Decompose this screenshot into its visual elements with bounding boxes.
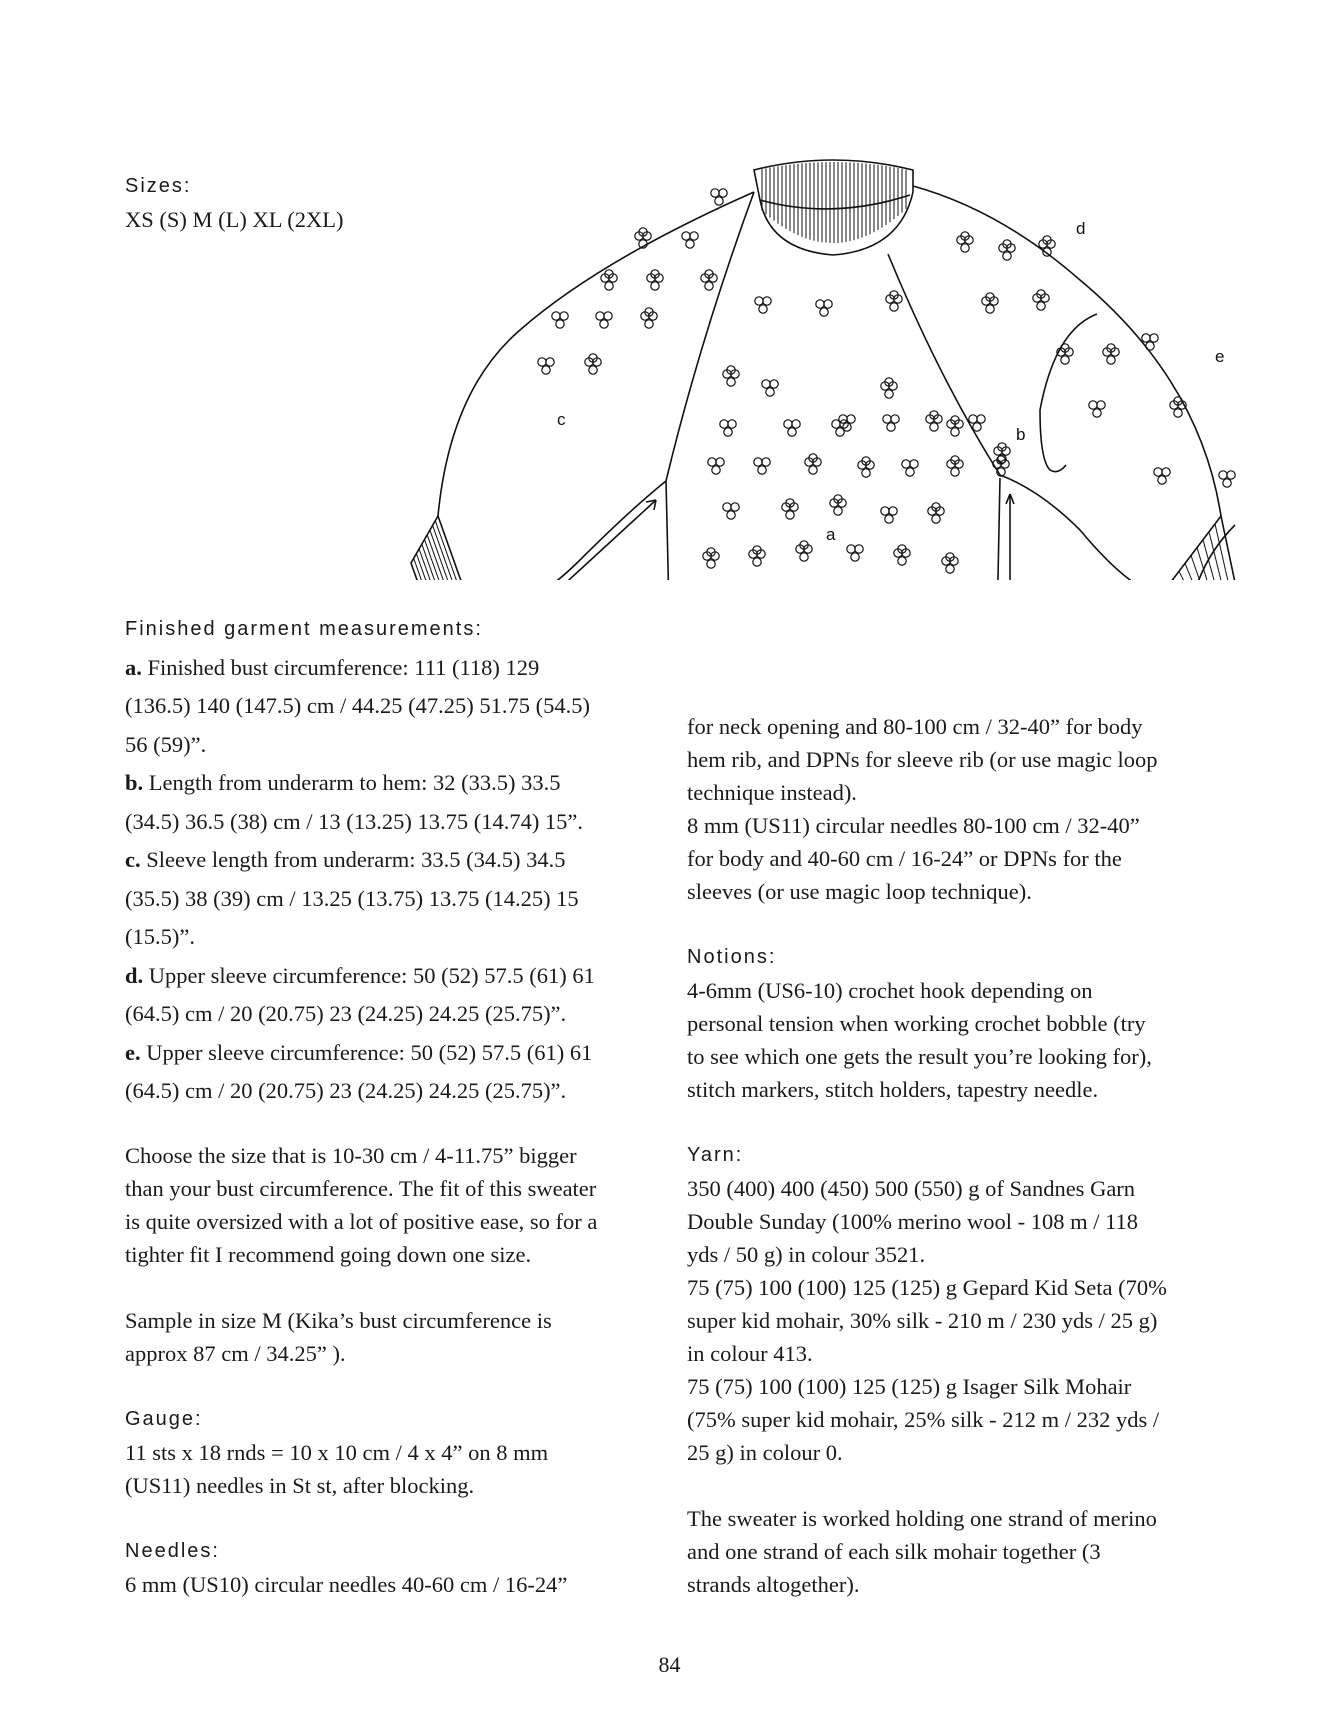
bobble-icon xyxy=(703,548,719,568)
paragraph-spacer xyxy=(125,1502,597,1535)
bobble-icon xyxy=(596,312,612,328)
paragraph-line: strands altogether). xyxy=(687,1572,860,1597)
left-sleeve-top xyxy=(438,192,754,516)
bobble-icon xyxy=(839,415,855,431)
bobble-icon xyxy=(942,553,958,573)
label-c: c xyxy=(557,410,566,429)
paragraph-line: 6 mm (US10) circular needles 40-60 cm / 16-24” xyxy=(125,1572,568,1597)
right-sleeve-bottom xyxy=(1000,475,1161,580)
paragraph-line: than your bust circumference. The fit of this sweater xyxy=(125,1176,597,1201)
paragraph-spacer xyxy=(687,908,1167,941)
bobble-icon xyxy=(947,416,963,436)
bobble-icon xyxy=(585,354,601,374)
measurement-key: b. xyxy=(125,770,144,795)
measurement-line xyxy=(125,687,595,726)
paragraph-line: tighter fit I recommend going down one size. xyxy=(125,1242,532,1267)
sweater-schematic-diagram xyxy=(0,0,1339,580)
bobble-icon xyxy=(847,545,863,561)
sizes-list: XS (S) M (L) XL (2XL) xyxy=(125,207,344,232)
measurement-text: Upper sleeve circumference: 50 (52) 57.5 (61) 61 xyxy=(146,1039,593,1065)
right-cuff-ribbing xyxy=(1167,524,1231,580)
bobble-icon xyxy=(723,366,739,386)
label-b: b xyxy=(1016,425,1026,444)
paragraph-line: Double Sunday (100% merino wool - 108 m / 118 xyxy=(687,1209,1138,1234)
bobble-icon xyxy=(1057,344,1073,364)
paragraph-line: for neck opening and 80-100 cm / 32-40” for body xyxy=(687,714,1143,739)
left-sleeve-bottom xyxy=(471,481,666,580)
bobble-icon xyxy=(762,380,778,396)
paragraph-line: The sweater is worked holding one strand of merino xyxy=(687,1506,1157,1531)
measurement-text: (64.5) cm / 20 (20.75) 23 (24.25) 24.25 (25.75)”. xyxy=(125,1078,567,1103)
paragraph-line: Choose the size that is 10-30 cm / 4-11.75” bigger xyxy=(125,1143,577,1168)
measurement-text: (35.5) 38 (39) cm / 13.25 (13.75) 13.75 (14.25) 15 xyxy=(125,885,579,911)
section-heading: Yarn: xyxy=(687,1144,744,1166)
bobble-icon xyxy=(796,541,812,561)
measurement-line xyxy=(125,764,595,803)
bobble-icon xyxy=(1033,290,1049,310)
bobble-icon xyxy=(957,232,973,252)
measurement-key: c. xyxy=(125,847,141,872)
paragraph-line: 75 (75) 100 (100) 125 (125) g Isager Silk Mohair xyxy=(687,1374,1132,1399)
bobble-icon xyxy=(830,495,846,515)
paragraph-line: 75 (75) 100 (100) 125 (125) g Gepard Kid Seta (70% xyxy=(687,1275,1167,1300)
paragraph-line: approx 87 cm / 34.25” ). xyxy=(125,1341,346,1366)
paragraph-line: 4-6mm (US6-10) crochet hook depending on xyxy=(687,978,1093,1003)
paragraph-line: (75% super kid mohair, 25% silk - 212 m / 232 yds / xyxy=(687,1407,1160,1432)
measurement-line xyxy=(125,841,595,880)
bobble-icon xyxy=(708,458,724,474)
bobble-icon xyxy=(883,415,899,431)
measurement-text: Sleeve length from underarm: 33.5 (34.5) 34.5 xyxy=(146,847,566,872)
paragraph-line: and one strand of each silk mohair together (3 xyxy=(687,1539,1101,1564)
paragraph-line: for body and 40-60 cm / 16-24” or DPNs for the xyxy=(687,846,1122,871)
bobble-icon xyxy=(926,411,942,431)
bobble-icon xyxy=(969,415,985,431)
measurement-text: Upper sleeve circumference: 50 (52) 57.5 (61) 61 xyxy=(148,962,595,988)
bobble-icon xyxy=(682,232,698,248)
bobble-icon xyxy=(1142,334,1158,350)
measurement-line xyxy=(125,1034,595,1073)
bobble-icon xyxy=(805,454,821,474)
measurement-line xyxy=(125,1072,595,1111)
bobble-icon xyxy=(902,460,918,476)
bobble-icon xyxy=(1103,344,1119,364)
paragraph-spacer xyxy=(687,1106,1167,1139)
paragraph-line: technique instead). xyxy=(687,780,857,805)
right-raglan xyxy=(888,254,1000,475)
bobble-icon xyxy=(947,456,963,476)
paragraph-line: 11 sts x 18 rnds = 10 x 10 cm / 4 x 4” on 8 mm xyxy=(125,1440,549,1465)
measurement-key: a. xyxy=(125,654,142,680)
bobble-icon xyxy=(886,291,902,311)
measurement-text: (136.5) 140 (147.5) cm / 44.25 (47.25) 51.75 (54.5) xyxy=(125,693,590,718)
right-column xyxy=(687,710,1167,1601)
measurement-key: e. xyxy=(125,1039,141,1065)
bobble-icon xyxy=(701,270,717,290)
paragraph-line: in colour 413. xyxy=(687,1341,813,1366)
paragraph-spacer xyxy=(125,1370,597,1403)
bobble-icon xyxy=(755,297,771,313)
bobble-icon xyxy=(1154,468,1170,484)
measurement-line xyxy=(125,995,595,1034)
measurement-line xyxy=(125,918,595,957)
sizes-heading: Sizes: xyxy=(125,175,192,197)
paragraph-line: hem rib, and DPNs for sleeve rib (or use magic loop xyxy=(687,747,1158,772)
left-raglan xyxy=(666,192,754,481)
measurement-text: (34.5) 36.5 (38) cm / 13 (13.25) 13.75 (14.74) 15”. xyxy=(125,808,584,834)
measurement-text: Length from underarm to hem: 32 (33.5) 33.5 xyxy=(148,770,561,795)
bobble-icon xyxy=(816,300,832,316)
bobble-icon xyxy=(858,457,874,477)
paragraph-line: super kid mohair, 30% silk - 210 m / 230 yds / 25 g) xyxy=(687,1308,1158,1333)
arrow-d xyxy=(1040,314,1097,472)
measurement-text: (64.5) cm / 20 (20.75) 23 (24.25) 24.25 (25.75)”. xyxy=(125,1001,567,1026)
measurement-line xyxy=(125,957,595,996)
bobble-icon xyxy=(723,503,739,519)
measurement-text: Finished bust circumference: 111 (118) 129 xyxy=(147,654,540,680)
paragraph-line: 8 mm (US11) circular needles 80-100 cm / 32-40” xyxy=(687,813,1140,838)
page-number: 84 xyxy=(658,1652,681,1677)
left-cuff-ribbing xyxy=(414,521,468,580)
bobble-icon xyxy=(1089,401,1105,417)
bobble-icon xyxy=(749,546,765,566)
measurement-line xyxy=(125,649,595,688)
bobble-icon xyxy=(784,420,800,436)
measurement-key: d. xyxy=(125,962,144,988)
measurements-heading: Finished garment measurements: xyxy=(125,618,483,640)
bobble-icon xyxy=(982,293,998,313)
bobble-icon xyxy=(881,507,897,523)
measurement-text: 56 (59)”. xyxy=(125,731,207,757)
paragraph-line: to see which one gets the result you’re looking for), xyxy=(687,1044,1152,1069)
paragraph-line: (US11) needles in St st, after blocking. xyxy=(125,1473,475,1498)
bobble-icon xyxy=(1219,471,1235,487)
section-heading: Notions: xyxy=(687,946,777,968)
bobble-icon xyxy=(635,228,651,248)
left-column xyxy=(125,1139,597,1601)
section-heading: Gauge: xyxy=(125,1408,203,1430)
arrow-c xyxy=(460,500,656,580)
bobble-icon xyxy=(538,358,554,374)
label-e: e xyxy=(1215,347,1225,366)
measurement-line xyxy=(125,803,595,842)
bobble-icon xyxy=(552,312,568,328)
paragraph-spacer xyxy=(687,1469,1167,1502)
bobble-icon xyxy=(647,270,663,290)
paragraph-line: personal tension when working crochet bobble (try xyxy=(687,1011,1146,1036)
bobble-icon xyxy=(641,308,657,328)
bobble-icon xyxy=(1170,397,1186,417)
bobble-icon xyxy=(754,458,770,474)
measurement-line xyxy=(125,880,595,919)
measurement-line xyxy=(125,726,595,765)
bobble-icon xyxy=(601,270,617,290)
bobble-icon xyxy=(928,503,944,523)
bobble-icon xyxy=(894,545,910,565)
bobble-icon xyxy=(711,189,727,205)
paragraph-line: 350 (400) 400 (450) 500 (550) g of Sandnes Garn xyxy=(687,1176,1136,1201)
label-d: d xyxy=(1076,219,1086,238)
measurement-text: (15.5)”. xyxy=(125,924,195,949)
paragraph-line: is quite oversized with a lot of positive ease, so for a xyxy=(125,1209,598,1234)
bobble-icon xyxy=(782,499,798,519)
section-heading: Needles: xyxy=(125,1540,220,1562)
paragraph-line: Sample in size M (Kika’s bust circumference is xyxy=(125,1308,552,1333)
bobble-icon xyxy=(999,240,1015,260)
paragraph-line: yds / 50 g) in colour 3521. xyxy=(687,1242,926,1267)
bobble-icon xyxy=(720,420,736,436)
paragraph-line: 25 g) in colour 0. xyxy=(687,1440,843,1465)
paragraph-line: sleeves (or use magic loop technique). xyxy=(687,879,1032,904)
paragraph-spacer xyxy=(125,1271,597,1304)
label-a: a xyxy=(826,525,836,544)
paragraph-line: stitch markers, stitch holders, tapestry needle. xyxy=(687,1077,1099,1102)
bobble-icon xyxy=(881,378,897,398)
finished-measurements xyxy=(125,610,595,1111)
